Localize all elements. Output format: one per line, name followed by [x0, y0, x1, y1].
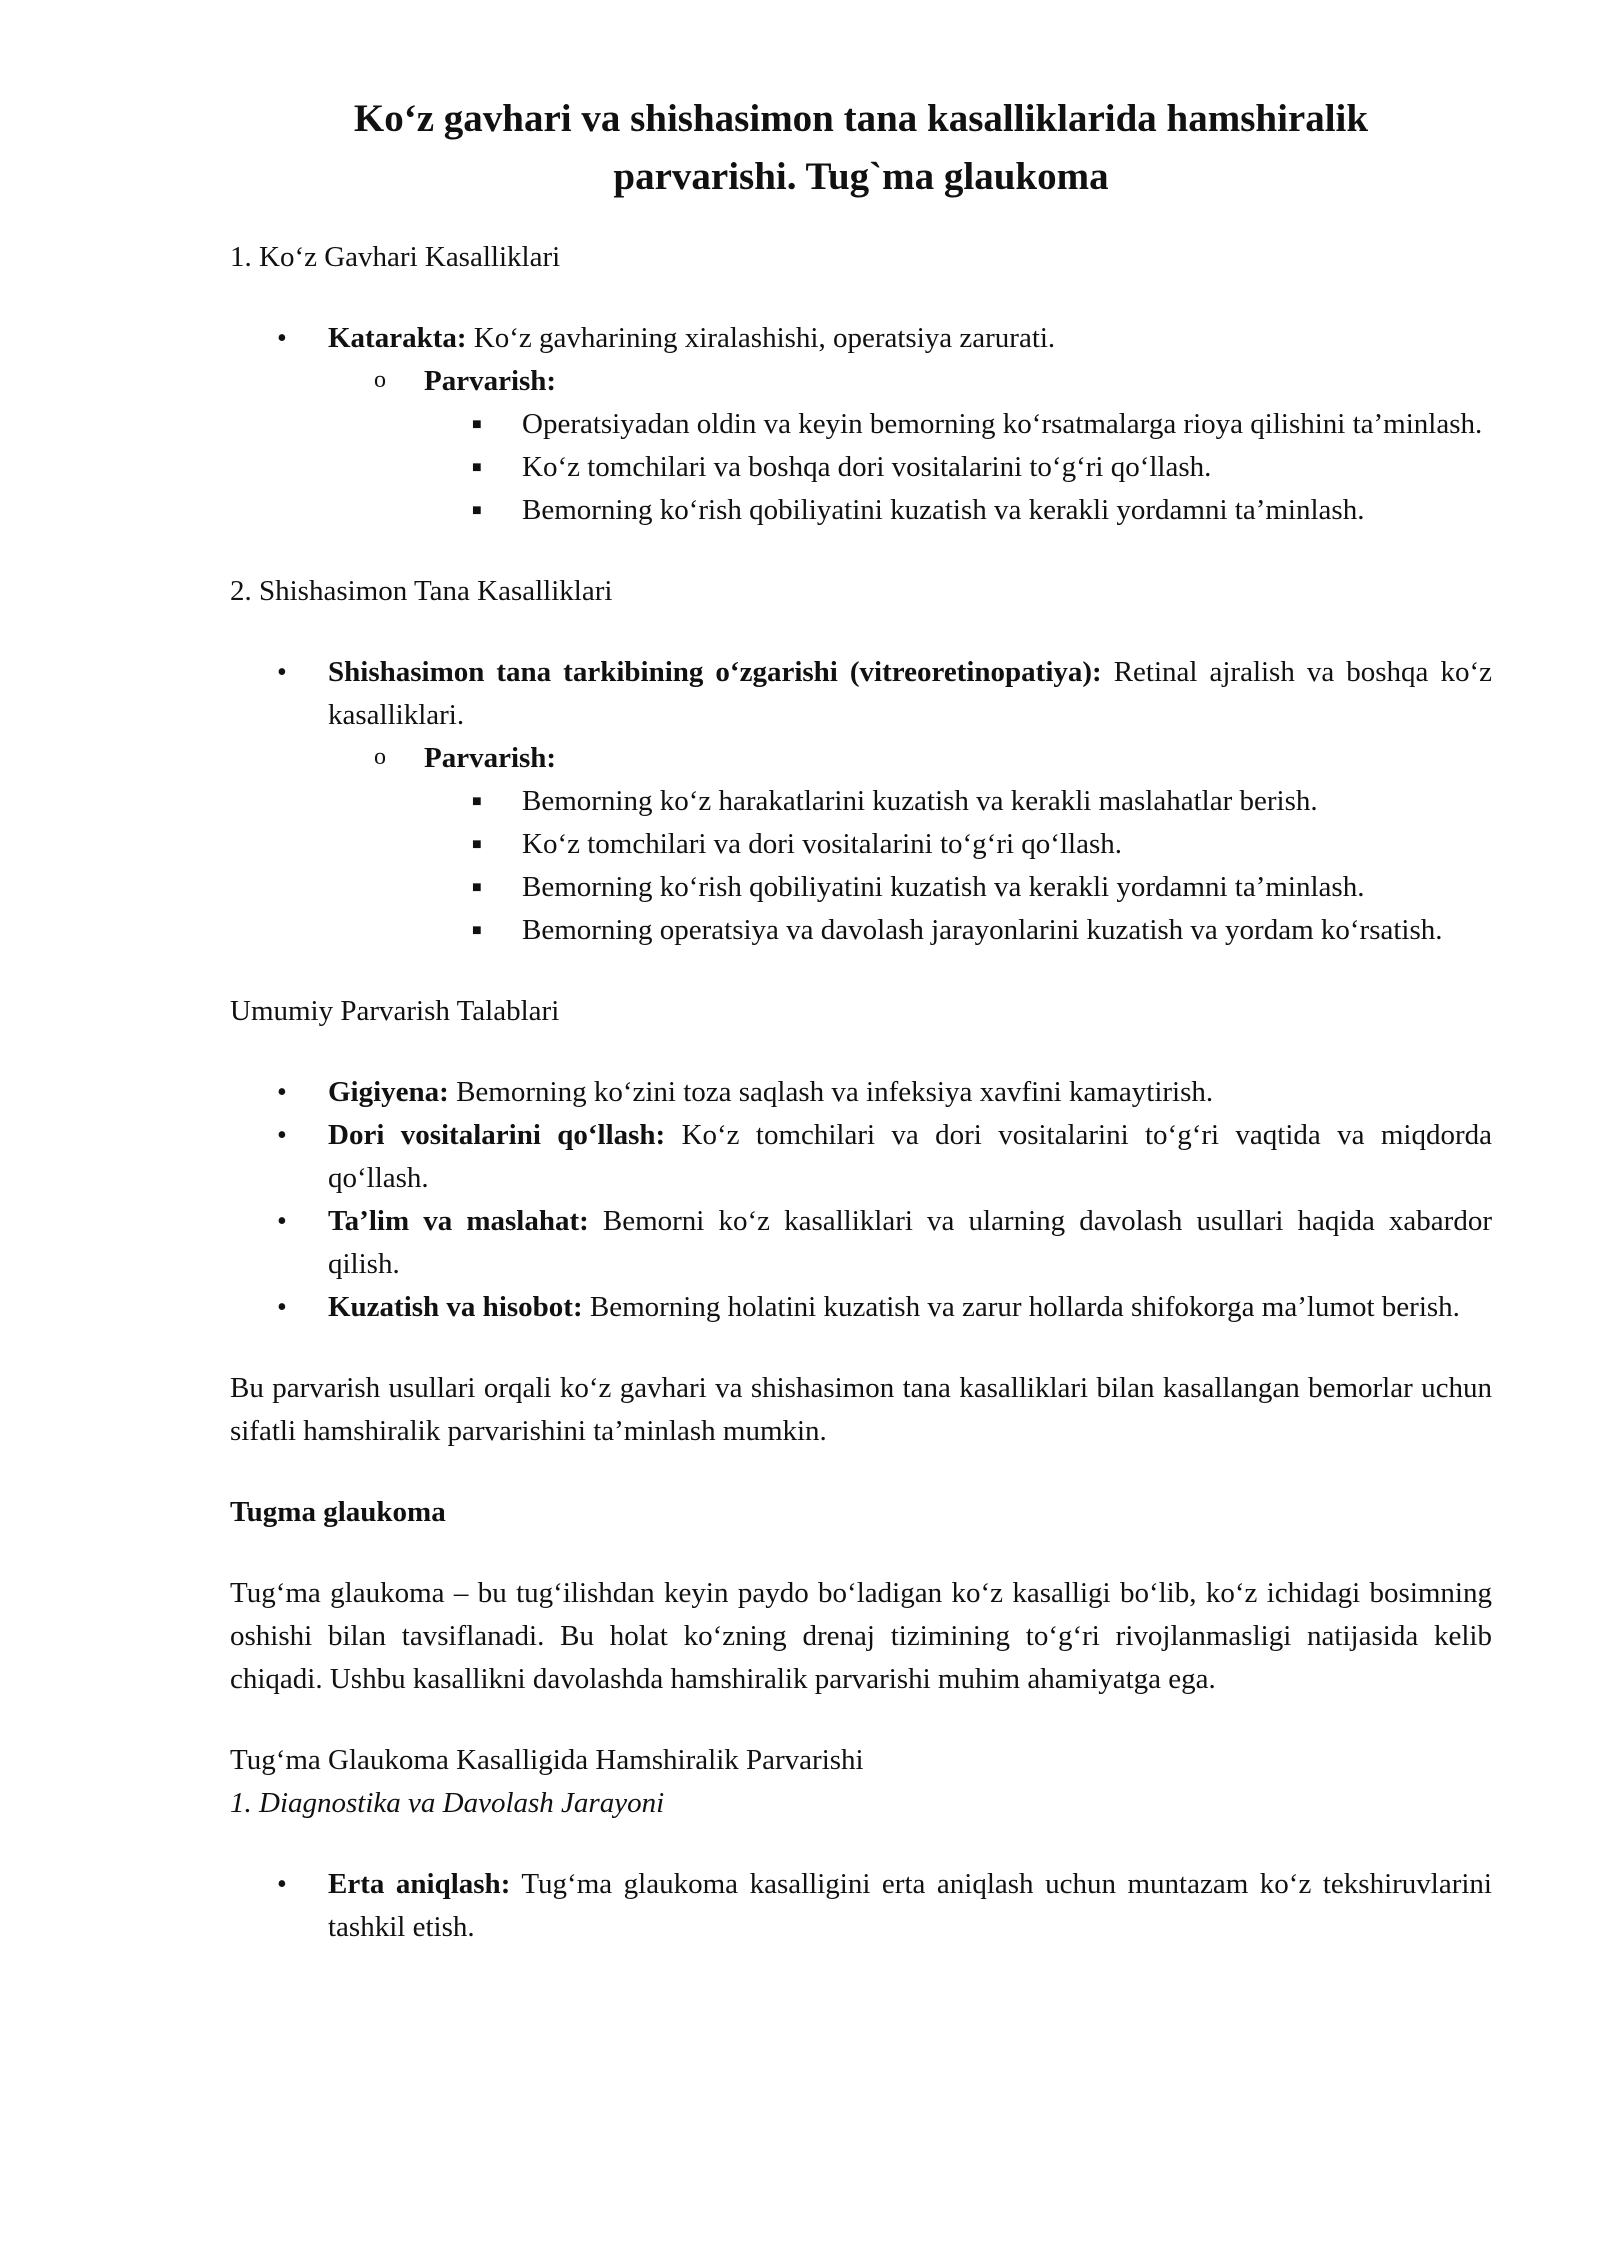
section3-list — [230, 1071, 1492, 1329]
bullet-icon: • — [277, 657, 287, 688]
list-item — [230, 651, 1492, 737]
glaucoma-list — [230, 1863, 1492, 1949]
list-item — [230, 1071, 1492, 1114]
circle-bullet-icon: o — [374, 744, 386, 770]
glaucoma-heading-text: Tugma glaukoma — [230, 1496, 446, 1528]
item-text: Bemorni ko‘z kasalliklari va ularning davolash usullari haqida xabardor qilish. — [328, 1205, 1492, 1280]
section2-list — [230, 651, 1492, 737]
list-item — [230, 1200, 1492, 1286]
point-text: Bemorning operatsiya va davolash jarayonlarini kuzatish va yordam ko‘rsatish. — [522, 914, 1443, 946]
list-item — [230, 1863, 1492, 1949]
bullet-icon: • — [277, 1120, 287, 1151]
subsection-text: 1. Diagnostika va Davolash Jarayoni — [230, 1787, 665, 1819]
sub-list-item — [328, 737, 1492, 780]
list-item — [424, 866, 1492, 909]
item-text: Bemorning holatini kuzatish va zarur hollarda shifokorga ma’lumot berish. — [582, 1291, 1460, 1323]
glaucoma-paragraph: Tug‘ma glaukoma – bu tug‘ilishdan keyin paydo bo‘ladigan ko‘z kasalligi bo‘lib, ko‘z ichidagi bosimning oshishi bilan tavsiflanadi. Bu holat ko‘zning drenaj tizimining to‘g‘ri rivojlanmasligi natijasida kelib chiqadi. Ushbu kasallikni davolashda hamshiralik parvarishi muhim ahamiyatga ega. — [230, 1577, 1492, 1695]
bullet-icon: • — [277, 323, 287, 354]
sub-label: Parvarish: — [424, 742, 557, 774]
section-heading-general-requirements: Umumiy Parvarish Talablari — [230, 995, 560, 1027]
glaucoma-subsection — [230, 1782, 1492, 1825]
section2-sublist — [328, 737, 1492, 780]
square-bullet-icon: ■ — [472, 922, 482, 939]
section2-points — [424, 780, 1492, 952]
list-item — [230, 317, 1492, 360]
section-heading-lens-diseases: 1. Ko‘z Gavhari Kasalliklari — [230, 241, 561, 273]
circle-bullet-icon: o — [374, 367, 386, 393]
document-page — [230, 90, 1492, 1949]
point-text: Operatsiyadan oldin va keyin bemorning ko‘rsatmalarga rioya qilishini ta’minlash. — [522, 408, 1483, 440]
item-text: Bemorning ko‘zini toza saqlash va infeksiya xavfini kamaytirish. — [448, 1076, 1214, 1108]
sub-list-item — [328, 360, 1492, 403]
item-text: Retinal ajralish va boshqa ko‘z kasalliklari. — [328, 656, 1492, 731]
list-item — [424, 403, 1492, 446]
item-text: Ko‘z gavharining xiralashishi, operatsiya zarurati. — [466, 322, 1056, 354]
square-bullet-icon: ■ — [472, 836, 482, 853]
glaucoma-subheading: Tug‘ma Glaukoma Kasalligida Hamshiralik Parvarishi — [230, 1744, 864, 1776]
square-bullet-icon: ■ — [472, 879, 482, 896]
section1-sublist — [328, 360, 1492, 403]
item-term: Gigiyena: — [328, 1076, 449, 1108]
conclusion-paragraph: Bu parvarish usullari orqali ko‘z gavhari va shishasimon tana kasalliklari bilan kasallangan bemorlar uchun sifatli hamshiralik parvarishini ta’minlash mumkin. — [230, 1372, 1492, 1447]
glaucoma-heading — [230, 1491, 1492, 1534]
item-term: Katarakta: — [328, 322, 467, 354]
list-item — [424, 489, 1492, 532]
point-text: Bemorning ko‘rish qobiliyatini kuzatish va kerakli yordamni ta’minlash. — [522, 871, 1365, 903]
title-line-2: parvarishi. Tug`ma glaukoma — [613, 155, 1109, 198]
list-item — [424, 823, 1492, 866]
list-item — [424, 780, 1492, 823]
list-item — [424, 909, 1492, 952]
item-term: Dori vositalarini qo‘llash: — [328, 1119, 666, 1151]
point-text: Bemorning ko‘rish qobiliyatini kuzatish va kerakli yordamni ta’minlash. — [522, 494, 1365, 526]
item-text: Ko‘z tomchilari va dori vositalarini to‘g‘ri vaqtida va miqdorda qo‘llash. — [328, 1119, 1492, 1194]
list-item — [230, 1114, 1492, 1200]
point-text: Ko‘z tomchilari va boshqa dori vositalarini to‘g‘ri qo‘llash. — [522, 451, 1212, 483]
item-text: Tug‘ma glaukoma kasalligini erta aniqlash uchun muntazam ko‘z tekshiruvlarini tashkil etish. — [328, 1868, 1492, 1943]
list-item — [424, 446, 1492, 489]
item-term: Ta’lim va maslahat: — [328, 1205, 589, 1237]
square-bullet-icon: ■ — [472, 793, 482, 810]
document-title — [230, 90, 1492, 206]
square-bullet-icon: ■ — [472, 502, 482, 519]
item-term: Erta aniqlash: — [328, 1868, 511, 1900]
section1-points — [424, 403, 1492, 532]
section-heading-vitreous-diseases: 2. Shishasimon Tana Kasalliklari — [230, 575, 613, 607]
point-text: Bemorning ko‘z harakatlarini kuzatish va kerakli maslahatlar berish. — [522, 785, 1318, 817]
section1-list — [230, 317, 1492, 360]
item-term: Kuzatish va hisobot: — [328, 1291, 583, 1323]
bullet-icon: • — [277, 1869, 287, 1900]
bullet-icon: • — [277, 1292, 287, 1323]
list-item — [230, 1286, 1492, 1329]
title-line-1: Ko‘z gavhari va shishasimon tana kasalliklarida hamshiralik — [353, 97, 1369, 140]
item-term: Shishasimon tana tarkibining o‘zgarishi (vitreoretinopatiya): — [328, 656, 1102, 688]
square-bullet-icon: ■ — [472, 416, 482, 433]
point-text: Ko‘z tomchilari va dori vositalarini to‘g‘ri qo‘llash. — [522, 828, 1122, 860]
sub-label: Parvarish: — [424, 365, 557, 397]
square-bullet-icon: ■ — [472, 459, 482, 476]
bullet-icon: • — [277, 1206, 287, 1237]
bullet-icon: • — [277, 1077, 287, 1108]
